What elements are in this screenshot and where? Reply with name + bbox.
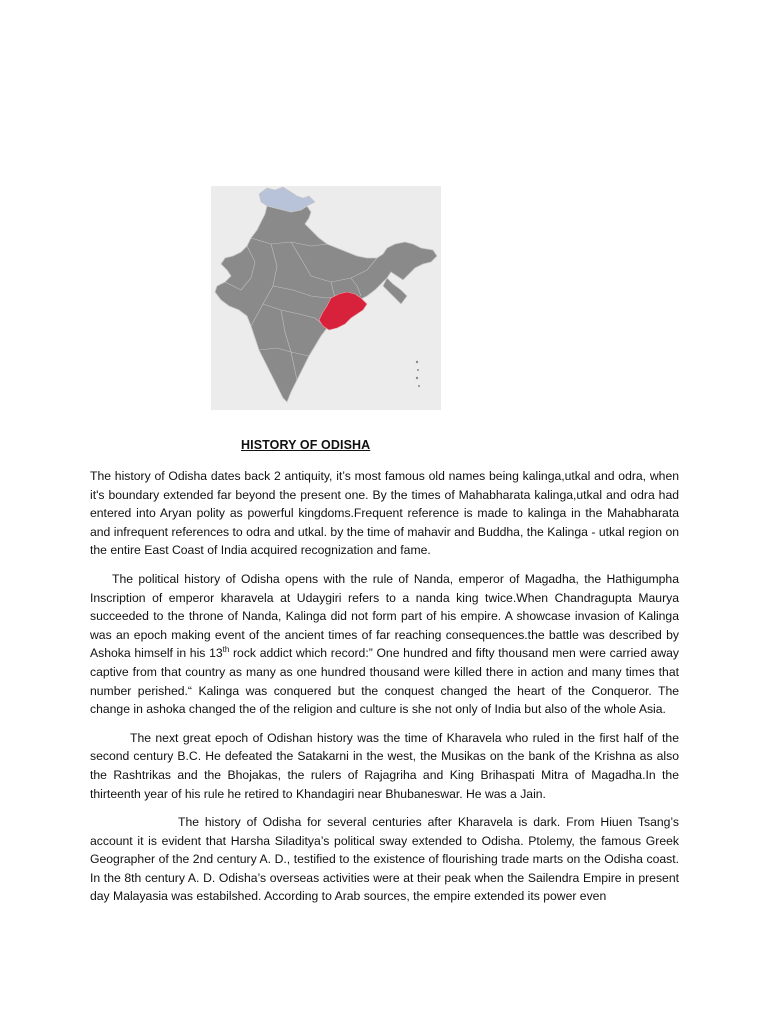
document-title: HISTORY OF ODISHA — [241, 438, 371, 452]
paragraph-2 — [90, 570, 679, 719]
document-body — [90, 467, 679, 916]
andaman-island — [417, 369, 419, 371]
superscript-ordinal: th — [222, 645, 230, 655]
paragraph-2-text-b: rock addict which record:” One hundred and fifty thousand men were carried away captive from that country as many as one hundred thousand were killed there in action and many times that number perished.“ Kalinga was conquered but the conquest changed the heart of the Conqueror. The change in ashoka changed the of the religion and culture is she not only of India but also of the whole Asia. — [90, 646, 680, 717]
paragraph-4: The history of Odisha for several centuries after Kharavela is dark. From Hiuen Tsang’s account it is evident that Harsha Siladitya’s political sway extended to Odisha. Ptolemy, the famous Greek Geographer of the 2nd century A. D., testified to the existence of flourishing trade marts on the Odisha coast. In the 8th century A. D. Odisha’s overseas activities were at their peak when the Sailendra Empire in present day Malayasia was estabilshed. According to Arab sources, the empire extended its power even — [90, 815, 679, 904]
paragraph-3: The next great epoch of Odishan history was the time of Kharavela who ruled in the first half of the second century B.C. He defeated the Satakarni in the west, the Musikas on the bank of the Krishna as also the Rashtrikas and the Bhojakas, the rulers of Rajagriha and King Brihaspati Mitra of Magadha.In the thirteenth year of his rule he retired to Khandagiri near Bhubaneswar. He was a Jain. — [90, 730, 679, 801]
nicobar-island — [416, 377, 418, 379]
andaman-island — [416, 361, 418, 363]
india-map-image — [211, 186, 441, 410]
nicobar-island — [418, 385, 420, 387]
paragraph-1: The history of Odisha dates back 2 antiquity, it’s most famous old names being kalinga,utkal and odra, when it's boundary extended far beyond the present one. By the times of Mahabharata kalinga,utkal and odra had entered into Aryan polity as powerful kingdoms.Frequent reference is made to kalinga in the Mahabharata and infrequent references to odra and utkal. by the time of mahavir and Buddha, the Kalinga - utkal region on the entire East Coast of India acquired recognization and fame. — [90, 469, 679, 558]
india-map-odisha-highlighted-icon — [211, 186, 441, 410]
paragraph-2-text-a: The political history of Odisha opens with the rule of Nanda, emperor of Magadha, the Hathigumpha Inscription of emperor kharavela at Udaygiri refers to a nanda king twice.When Chandragupta Maurya succeeded to the throne of Nanda, Kalinga did not form part of his empire. A showcase invasion of Kalinga was an epoch making event of the ancient times of far reaching consequences.the battle was described by Ashoka himself in his 13 — [90, 571, 679, 661]
